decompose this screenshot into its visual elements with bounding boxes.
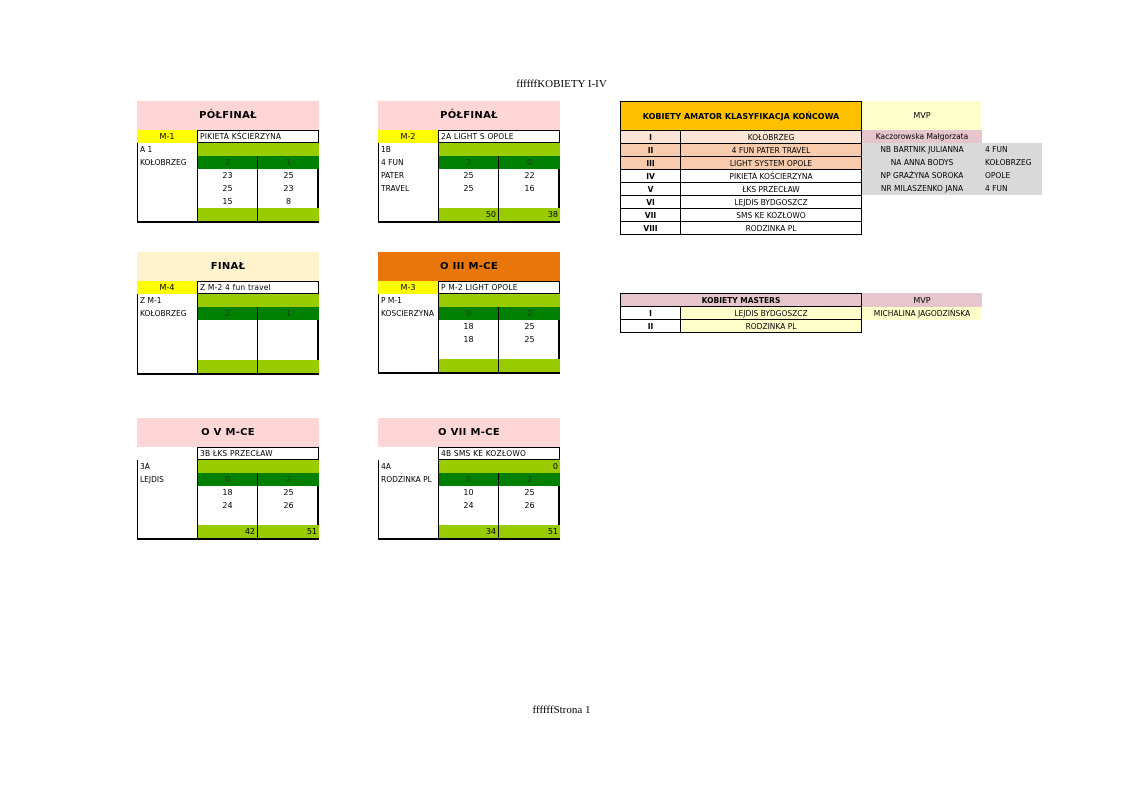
set-score: 25 (198, 182, 258, 195)
set-score: 10 (439, 486, 499, 499)
match-code: M-1 (137, 130, 197, 143)
set-score: 25 (283, 488, 294, 497)
set-score: 18 (439, 333, 499, 346)
mvp-name: NP GRAŻYNA SOROKA (862, 169, 982, 182)
final-block (137, 252, 319, 375)
set-score: 8 (285, 197, 292, 206)
sets-won-cell: 2 (439, 156, 499, 169)
mvp-team: OPOLE (982, 169, 1042, 182)
match-title: O III M-CE (378, 252, 560, 281)
set-score: 18 (439, 320, 499, 333)
mvp-team: KOŁOBRZEG (982, 156, 1042, 169)
amator-mvp-panel (862, 101, 1042, 195)
third-place-block (378, 252, 560, 374)
mvp-name: MICHALINA JAGODZIŃSKA (862, 307, 982, 320)
team-label: LEJDIS (138, 473, 198, 486)
masters-ranking-title: KOBIETY MASTERS (621, 294, 862, 307)
sets-won-cell: 0 (499, 156, 560, 169)
team-cell: RODZINKA PL (681, 222, 862, 235)
team-label: RODZINKA PL (379, 473, 439, 486)
sets-won-cell: 2 (198, 307, 258, 320)
match-title: PÓŁFINAŁ (137, 101, 319, 130)
team-cell: KOŁOBRZEG (681, 131, 862, 144)
match-teams: 2A LIGHT S OPOLE (438, 130, 560, 143)
total-cell (258, 208, 319, 221)
total-cell: 42 (198, 525, 258, 538)
place-cell: VIII (621, 222, 681, 235)
total-cell: 50 (439, 208, 499, 221)
team-cell: PIKIETA KOŚCIERZYNA (681, 170, 862, 183)
mvp-team: 4 FUN (982, 182, 1042, 195)
match-title: O V M-CE (137, 418, 319, 447)
match-teams: PIKIETA KŚCIERZYNA (197, 130, 319, 143)
set-score: 22 (524, 171, 535, 180)
total-cell: 34 (439, 525, 499, 538)
team-cell: LEJDIS BYDGOSZCZ (681, 307, 862, 320)
set-score: 24 (439, 499, 499, 512)
mvp-header: MVP (862, 293, 982, 307)
match-teams: Z M-2 4 fun travel (197, 281, 319, 294)
mvp-name: NA ANNA BODYS (862, 156, 982, 169)
total-cell: 51 (499, 525, 560, 538)
set-score: 25 (524, 322, 535, 331)
team-label: P M-1 (379, 294, 439, 307)
match-title: PÓŁFINAŁ (378, 101, 560, 130)
place-cell: II (621, 144, 681, 157)
score-cell: 0 (499, 460, 560, 473)
mvp-name: NB BARTNIK JULIANNA (862, 143, 982, 156)
set-score: 24 (198, 499, 258, 512)
team-cell: SMS KE KOZŁOWO (681, 209, 862, 222)
match-title: FINAŁ (137, 252, 319, 281)
team-label: A 1 (138, 143, 198, 156)
team-label: 1B (379, 143, 439, 156)
match-teams: P M-2 LIGHT OPOLE (438, 281, 560, 294)
set-score: 25 (283, 171, 294, 180)
mvp-team: 4 FUN (982, 143, 1042, 156)
sets-won-cell: 0 (439, 307, 499, 320)
set-score: 18 (198, 486, 258, 499)
total-cell: 38 (499, 208, 560, 221)
set-score: 25 (524, 335, 535, 344)
amator-ranking-title: KOBIETY AMATOR KLASYFIKACJA KOŃCOWA (621, 102, 862, 131)
set-score: 16 (524, 184, 535, 193)
match-code: M-2 (378, 130, 438, 143)
sets-won-cell: 0 (198, 473, 258, 486)
semifinal-2-block (378, 101, 560, 223)
place-cell: V (621, 183, 681, 196)
fifth-place-block (137, 418, 319, 540)
team-label: TRAVEL (379, 182, 439, 195)
set-score: 25 (439, 182, 499, 195)
match-title: O VII M-CE (378, 418, 560, 447)
place-cell: II (621, 320, 681, 333)
set-score: 26 (524, 501, 535, 510)
total-cell (198, 208, 258, 221)
page-footer: ffffffStrona 1 (532, 704, 591, 716)
place-cell: I (621, 131, 681, 144)
match-teams: 3B ŁKS PRZECŁAW (197, 447, 319, 460)
score-cell (198, 143, 258, 156)
place-cell: III (621, 157, 681, 170)
team-label: KOŁOBRZEG (138, 307, 198, 320)
match-code: M-4 (137, 281, 197, 294)
sets-won-cell: 1 (258, 307, 319, 320)
set-score: 15 (198, 195, 258, 208)
sets-won-cell: 2 (499, 473, 560, 486)
masters-ranking-table (620, 293, 862, 333)
place-cell: VII (621, 209, 681, 222)
amator-ranking-table (620, 101, 862, 235)
mvp-name: NR MILASZENKO JANA (862, 182, 982, 195)
sets-won-cell: 2 (499, 307, 560, 320)
team-label: Z M-1 (138, 294, 198, 307)
team-label: 4 FUN (379, 156, 439, 169)
sets-won-cell: 2 (198, 156, 258, 169)
semifinal-1-block (137, 101, 319, 223)
place-cell: VI (621, 196, 681, 209)
team-cell: LIGHT SYSTEM OPOLE (681, 157, 862, 170)
mvp-header: MVP (862, 101, 982, 130)
team-label: KOŁOBRZEG (138, 156, 198, 169)
match-code: M-3 (378, 281, 438, 294)
sets-won-cell: 0 (439, 473, 499, 486)
team-cell: 4 FUN PATER TRAVEL (681, 144, 862, 157)
team-label: PATER (379, 169, 439, 182)
set-score: 25 (439, 169, 499, 182)
masters-mvp-panel (862, 293, 982, 320)
sets-won-cell: 2 (258, 473, 319, 486)
team-cell: RODZINKA PL (681, 320, 862, 333)
set-score: 26 (283, 501, 294, 510)
place-cell: IV (621, 170, 681, 183)
seventh-place-block (378, 418, 560, 540)
page-header: ffffffKOBIETY I-IV (516, 78, 607, 90)
total-cell: 51 (258, 525, 319, 538)
sets-won-cell: 1 (258, 156, 319, 169)
team-cell: LEJDIS BYDGOSZCZ (681, 196, 862, 209)
set-score: 25 (524, 488, 535, 497)
set-score: 23 (283, 184, 294, 193)
score-cell (258, 143, 319, 156)
team-label: 3A (138, 460, 198, 473)
team-label: KOSCIERZYNA (379, 307, 439, 320)
mvp-name: Kaczorowska Małgorzata (862, 130, 982, 143)
team-cell: ŁKS PRZECŁAW (681, 183, 862, 196)
place-cell: I (621, 307, 681, 320)
set-score: 23 (198, 169, 258, 182)
match-teams: 4B SMS KE KOZŁOWO (438, 447, 560, 460)
team-label: 4A (379, 460, 439, 473)
